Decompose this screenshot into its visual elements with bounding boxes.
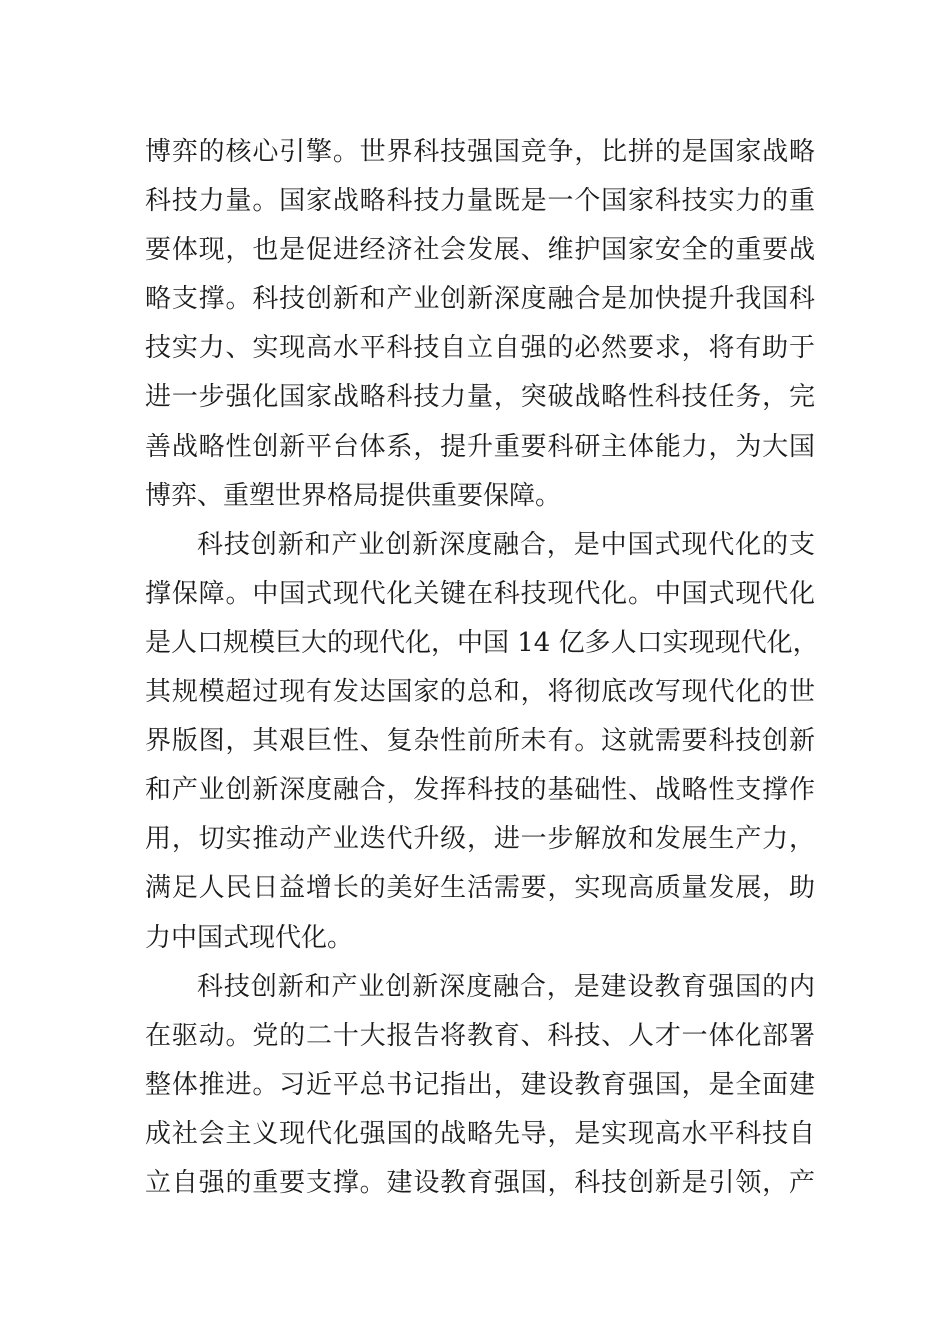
- text-line: 技实力、实现高水平科技自立自强的必然要求，将有助于: [145, 333, 815, 364]
- text-line: 和产业创新深度融合，发挥科技的基础性、战略性支撑作: [145, 775, 815, 806]
- text-line: 是人口规模巨大的现代化，中国 14 亿多人口实现现代化，: [145, 627, 819, 658]
- text-line: 撑保障。中国式现代化关键在科技现代化。中国式现代化: [145, 578, 815, 609]
- text-line: 用，切实推动产业迭代升级，进一步解放和发展生产力，: [145, 824, 815, 855]
- text-line: 科技创新和产业创新深度融合，是中国式现代化的支: [197, 529, 815, 560]
- text-line: 科技力量。国家战略科技力量既是一个国家科技实力的重: [145, 186, 815, 217]
- text-line: 在驱动。党的二十大报告将教育、科技、人才一体化部署: [145, 1020, 815, 1051]
- text-line: 满足人民日益增长的美好生活需要，实现高质量发展，助: [145, 873, 815, 904]
- text-line: 其规模超过现有发达国家的总和，将彻底改写现代化的世: [145, 677, 815, 708]
- text-line: 界版图，其艰巨性、复杂性前所未有。这就需要科技创新: [145, 726, 815, 757]
- text-line: 力中国式现代化。: [145, 922, 354, 953]
- text-line: 科技创新和产业创新深度融合，是建设教育强国的内: [197, 971, 815, 1002]
- text-line: 成社会主义现代化强国的战略先导，是实现高水平科技自: [145, 1118, 815, 1149]
- text-line: 整体推进。习近平总书记指出，建设教育强国，是全面建: [145, 1069, 815, 1100]
- text-line: 略支撑。科技创新和产业创新深度融合是加快提升我国科: [145, 284, 815, 315]
- text-line: 博弈的核心引擎。世界科技强国竞争，比拼的是国家战略: [145, 137, 815, 167]
- text-line: 要体现，也是促进经济社会发展、维护国家安全的重要战: [145, 235, 815, 266]
- body-text: [145, 128, 819, 1208]
- text-line: 博弈、重塑世界格局提供重要保障。: [145, 480, 562, 511]
- text-line: 进一步强化国家战略科技力量，突破战略性科技任务，完: [145, 382, 815, 413]
- text-line: 立自强的重要支撑。建设教育强国，科技创新是引领，产: [145, 1167, 815, 1198]
- text-line: 善战略性创新平台体系，提升重要科研主体能力，为大国: [145, 431, 815, 462]
